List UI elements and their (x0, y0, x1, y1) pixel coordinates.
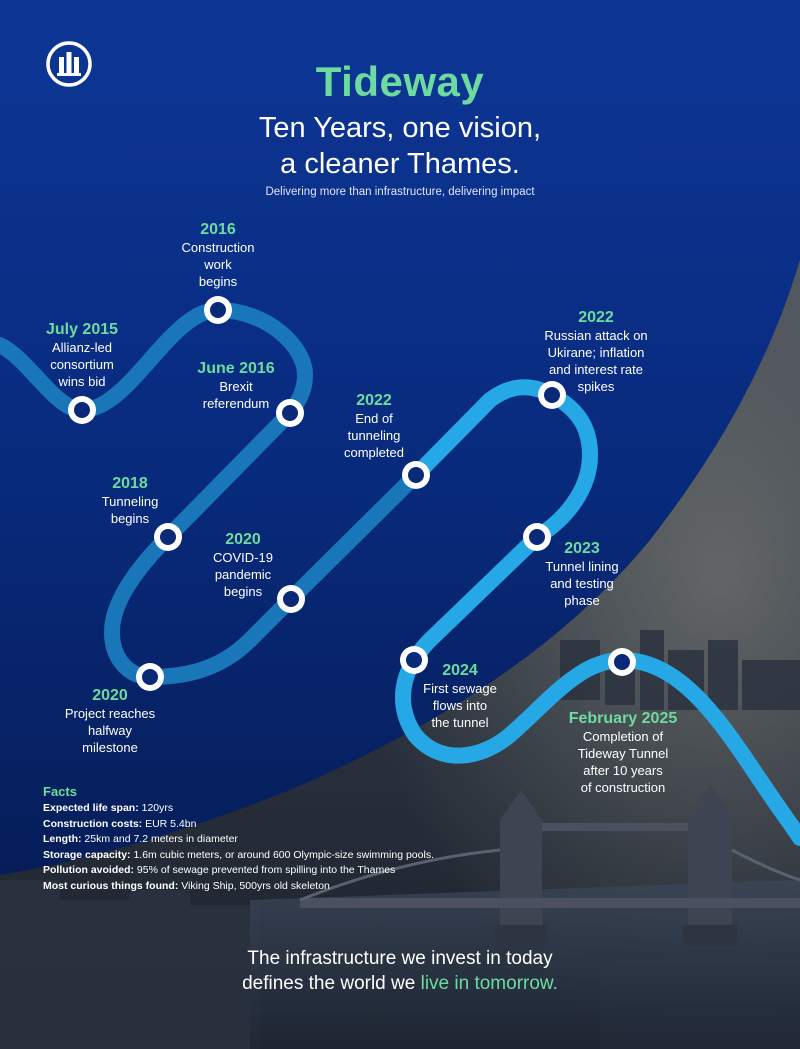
milestone-date: 2016 (200, 221, 236, 238)
fact-row (43, 879, 503, 895)
node-feb-2025 (608, 648, 636, 676)
fact-label: Storage capacity: (43, 848, 131, 861)
page-title: Tideway (315, 58, 485, 105)
fact-value: Viking Ship, 500yrs old skeleton (178, 879, 330, 892)
tagline: Delivering more than infrastructure, delivering impact (265, 186, 535, 198)
milestone-feb-2025 (548, 709, 698, 796)
facts-heading: Facts (43, 784, 77, 799)
milestone-june-2016 (161, 359, 311, 412)
milestone-desc: Russian attack on Ukirane; inflation and interest rate spikes (544, 328, 648, 394)
milestone-date: 2020 (92, 687, 128, 704)
milestone-july-2015 (7, 320, 157, 390)
closing-line-2 (0, 971, 800, 996)
milestone-desc: Project reaches halfway milestone (64, 706, 156, 755)
milestone-date: 2024 (442, 662, 478, 679)
milestone-desc: Brexit referendum (202, 379, 270, 411)
milestone-2023 (507, 539, 657, 609)
fact-value: 25km and 7.2 meters in diameter (81, 833, 238, 845)
milestone-date: 2020 (225, 531, 261, 548)
fact-label: Pollution avoided: (43, 864, 134, 876)
milestone-desc: First sewage flows into the tunnel (423, 681, 497, 730)
milestone-2016 (143, 220, 293, 290)
milestone-2020-halfway (35, 686, 185, 756)
milestone-desc: Tunnel lining and testing phase (545, 559, 619, 608)
milestone-desc: Tunneling begins (101, 494, 159, 526)
fact-row (43, 832, 503, 848)
closing-line-2-text: defines the world we (242, 973, 421, 994)
fact-value: 120yrs (138, 802, 174, 814)
milestone-2022-russia (521, 308, 671, 395)
subtitle-line-1: Ten Years, one vision, (258, 112, 542, 144)
milestone-2022-tunneling (299, 391, 449, 461)
milestone-2018 (55, 474, 205, 527)
milestone-date: 2018 (112, 475, 148, 492)
fact-label: Length: (43, 833, 82, 845)
fact-row (43, 801, 503, 817)
milestone-desc: COVID-19 pandemic begins (213, 550, 273, 599)
fact-row (43, 863, 503, 879)
milestone-date: 2022 (356, 392, 392, 409)
node-2022-tunneling (402, 461, 430, 489)
fact-value: 95% of sewage prevented from spilling into the Thames (134, 864, 396, 876)
milestone-2024 (385, 661, 535, 731)
milestone-desc: End of tunneling completed (344, 411, 404, 460)
fact-label: Most curious things found: (43, 879, 179, 892)
facts-panel (43, 784, 503, 894)
subtitle-line-2: a cleaner Thames. (280, 148, 520, 180)
milestone-2020-covid (168, 530, 318, 600)
closing-statement (0, 946, 800, 996)
node-july-2015 (68, 396, 96, 424)
milestone-desc: Completion of Tideway Tunnel after 10 years of construction (577, 729, 669, 795)
milestone-date: 2022 (578, 309, 614, 326)
node-2016 (204, 296, 232, 324)
fact-value: EUR 5.4bn (142, 817, 197, 830)
milestone-date: June 2016 (197, 360, 275, 377)
milestone-date: 2023 (564, 540, 600, 557)
fact-label: Expected life span: (43, 802, 139, 814)
closing-line-1: The infrastructure we invest in today (247, 948, 553, 969)
milestone-desc: Allianz-led consortium wins bid (50, 340, 114, 389)
milestone-date: February 2025 (568, 710, 678, 727)
closing-highlight: live in tomorrow. (420, 973, 558, 994)
fact-row (43, 817, 503, 833)
fact-row (43, 848, 503, 864)
fact-value: 1.6m cubic meters, or around 600 Olympic-size swimming pools. (130, 848, 434, 861)
fact-label: Construction costs: (43, 817, 143, 830)
milestone-desc: Construction work begins (181, 240, 255, 289)
milestone-date: July 2015 (45, 321, 119, 338)
